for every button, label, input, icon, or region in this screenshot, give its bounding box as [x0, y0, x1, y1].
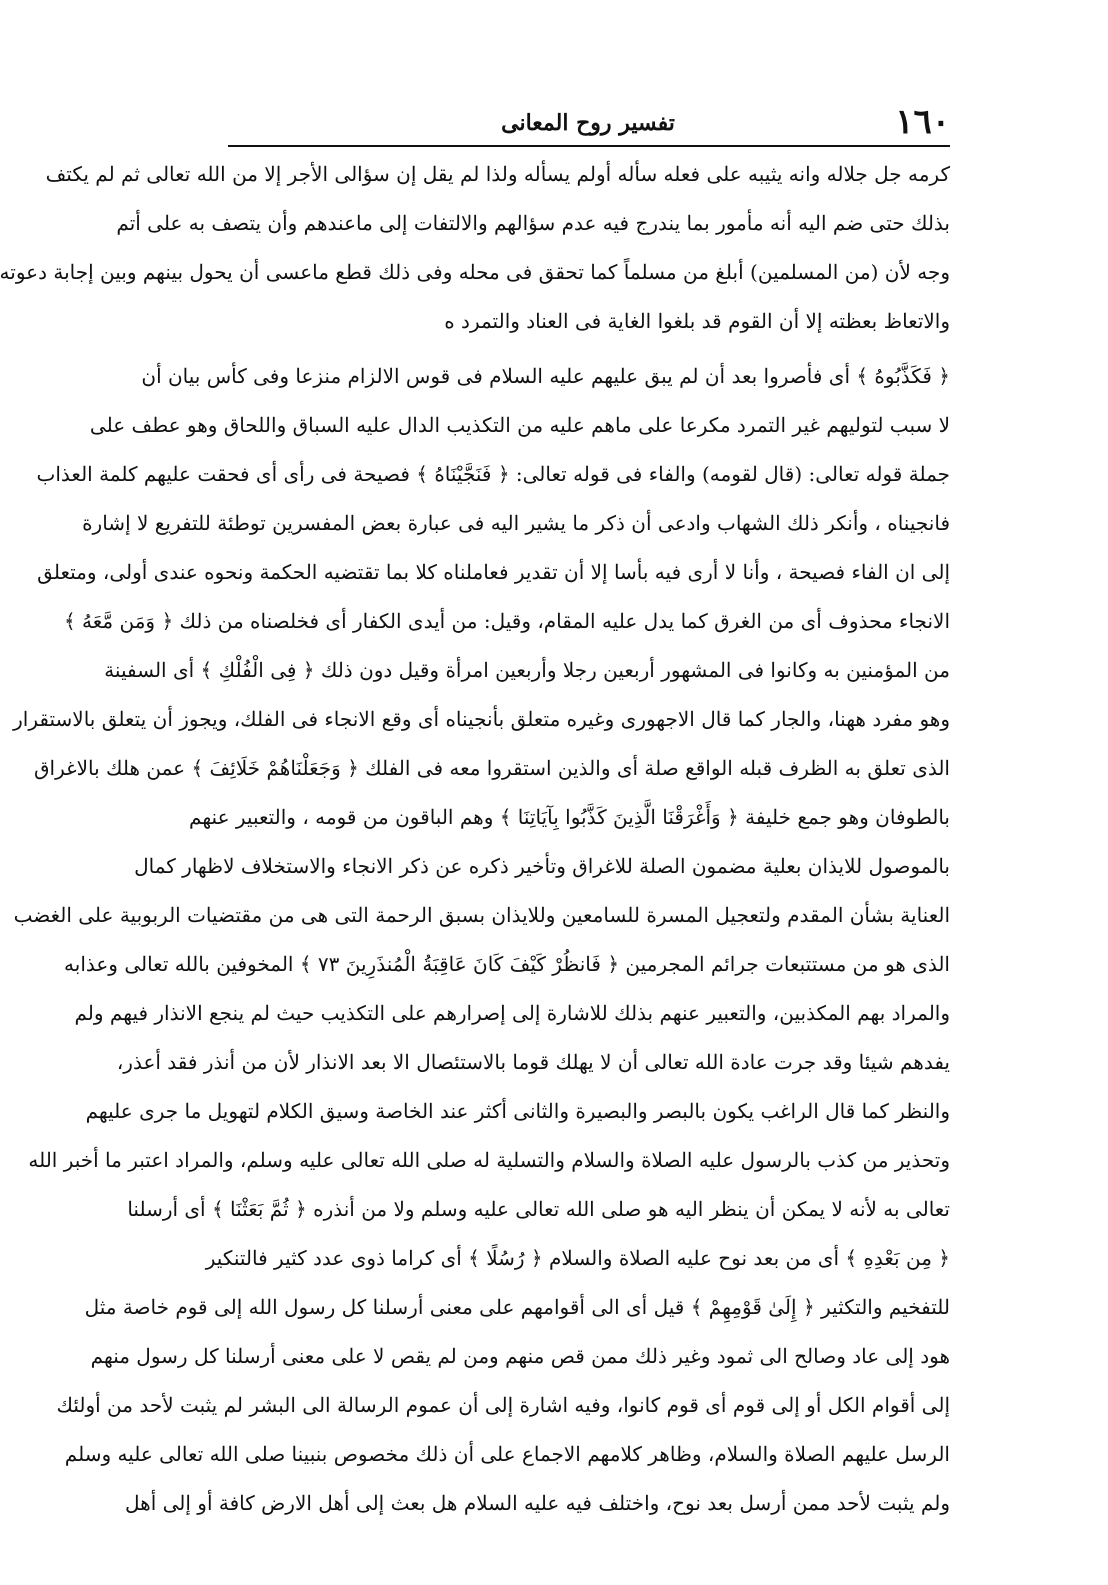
text-line: ﴿ فَكَذَّبُوهُ ﴾ أى فأصروا بعد أن لم يبق عليهم عليه السلام فى قوس الالزام منزعا وفى كأس بيان أن — [141, 364, 950, 388]
text-line: لا سبب لتوليهم غير التمرد مكرعا على ماهم عليه من التكذيب الدال عليه السباق واللحاق وهو عطف على — [89, 413, 950, 437]
text-line: الذى هو من مستتبعات جرائم المجرمين ﴿ فَانظُرْ كَيْفَ كَانَ عَاقِبَةُ الْمُنذَرِينَ ٧٣ ﴾ المخوفين بالله تعالى وعذابه — [64, 952, 950, 976]
text-line: تعالى به لأنه لا يمكن أن ينظر اليه هو صلى الله تعالى عليه وسلم ولا من أنذره ﴿ ثُمَّ بَعَثْنَا ﴾ أى أرسلنا — [127, 1197, 950, 1221]
text-line: بالموصول للايذان بعلية مضمون الصلة للاغراق وتأخير ذكره عن ذكر الانجاء والاستخلاف لاظهار كمال — [134, 854, 950, 878]
text-line: العناية بشأن المقدم ولتعجيل المسرة للسامعين وللايذان بسبق الرحمة التى هى من مقتضيات الربوبية على الغضب — [13, 903, 950, 927]
page-number: ١٦٠ — [895, 102, 950, 142]
text-line: والاتعاظ بعظته إلا أن القوم قد بلغوا الغاية فى العناد والتمرد ه — [444, 309, 950, 333]
text-line: بذلك حتى ضم اليه أنه مأمور بما يندرج فيه عدم سؤالهم والالتفات إلى ماعندهم وأن يتصف به على أتم — [116, 211, 950, 235]
text-line: للتفخيم والتكثير ﴿ إِلَىٰ قَوْمِهِمْ ﴾ قيل أى الى أقوامهم على معنى أرسلنا كل رسول الله إلى قوم خاصة مثل — [84, 1295, 950, 1319]
text-line: وهو مفرد ههنا، والجار كما قال الاجهورى وغيره متعلق بأنجيناه أى وقع الانجاء فى الفلك، ويجوز أن يتعلق بالاستقرار — [13, 707, 950, 731]
text-line: الانجاء محذوف أى من الغرق كما يدل عليه المقام، وقيل: من أيدى الكفار أى فخلصناه من ذلك ﴿ وَمَن مَّعَهُ ﴾ — [63, 609, 950, 633]
text-line: إلى أقوام الكل أو إلى قوم أى قوم كانوا، وفيه اشارة إلى أن عموم الرسالة الى البشر لم يثبت لأحد من أولئك — [56, 1393, 950, 1417]
book-title: تفسير روح المعانى — [501, 110, 675, 136]
text-line: وتحذير من كذب بالرسول عليه الصلاة والسلام والتسلية له صلى الله تعالى عليه وسلم، والمراد اعتبر ما أخبر الله — [28, 1148, 950, 1172]
text-line: هود إلى عاد وصالح الى ثمود وغير ذلك ممن قص منهم ومن لم يقص لا على معنى أرسلنا كل رسول منهم — [90, 1344, 950, 1368]
text-line: وجه لأن (من المسلمين) أبلغ من مسلماً كما تحقق فى محله وفى ذلك قطع ماعسى أن يحول بينهم وبين إجابة دعوته — [0, 260, 950, 284]
text-line: يفدهم شيئا وقد جرت عادة الله تعالى أن لا يهلك قوما بالاستئصال الا بعد الانذار لأن من أنذر فقد أعذر، — [116, 1050, 950, 1074]
body-text — [0, 150, 950, 1528]
text-line: من المؤمنين به وكانوا فى المشهور أربعين رجلا وأربعين امرأة وقيل دون ذلك ﴿ فِى الْفُلْكِ ﴾ أى السفينة — [104, 658, 950, 682]
running-head — [228, 100, 950, 146]
text-line: ولم يثبت لأحد ممن أرسل بعد نوح، واختلف فيه عليه السلام هل بعث إلى أهل الارض كافة أو إلى أهل — [125, 1491, 950, 1515]
text-line: والنظر كما قال الراغب يكون بالبصر والبصيرة والثانى أكثر عند الخاصة وسيق الكلام لتهويل ما جرى عليهم — [85, 1099, 950, 1123]
text-line: الرسل عليهم الصلاة والسلام، وظاهر كلامهم الاجماع على أن ذلك مخصوص بنبينا صلى الله تعالى عليه وسلم — [64, 1442, 950, 1466]
header-rule — [228, 145, 950, 147]
text-line: بالطوفان وهو جمع خليفة ﴿ وَأَغْرَقْنَا الَّذِينَ كَذَّبُوا بِآيَاتِنَا ﴾ وهم الباقون من قومه ، والتعبير عنهم — [189, 805, 950, 829]
text-line: إلى ان الفاء فصيحة ، وأنا لا أرى فيه بأسا إلا أن تقدير فعاملناه كلا بما تقتضيه الحكمة ونحوه عندى أولى، ومتعلق — [37, 560, 950, 584]
text-line: جملة قوله تعالى: (قال لقومه) والفاء فى قوله تعالى: ﴿ فَنَجَّيْنَاهُ ﴾ فصيحة فى رأى أى فحقت عليهم كلمة العذاب — [36, 462, 950, 486]
text-line: كرمه جل جلاله وانه يثيبه على فعله سأله أولم يسأله ولذا لم يقل إن سؤالى الأجر إلا من الله تعالى ثم لم يكتف — [45, 162, 950, 186]
text-line: فانجيناه ، وأنكر ذلك الشهاب وادعى أن ذكر ما يشير اليه فى عبارة بعض المفسرين توطئة للتفريع لا إشارة — [82, 511, 950, 535]
text-line: والمراد بهم المكذبين، والتعبير عنهم بذلك للاشارة إلى إصرارهم على التكذيب حيث لم ينجع الانذار فيهم ولم — [74, 1001, 950, 1025]
text-line: الذى تعلق به الظرف قبله الواقع صلة أى والذين استقروا معه فى الفلك ﴿ وَجَعَلْنَاهُمْ خَلَائِفَ ﴾ عمن هلك بالاغراق — [34, 756, 950, 780]
text-line: ﴿ مِن بَعْدِهِ ﴾ أى من بعد نوح عليه الصلاة والسلام ﴿ رُسُلًا ﴾ أى كراما ذوى عدد كثير فالتنكير — [205, 1246, 950, 1270]
